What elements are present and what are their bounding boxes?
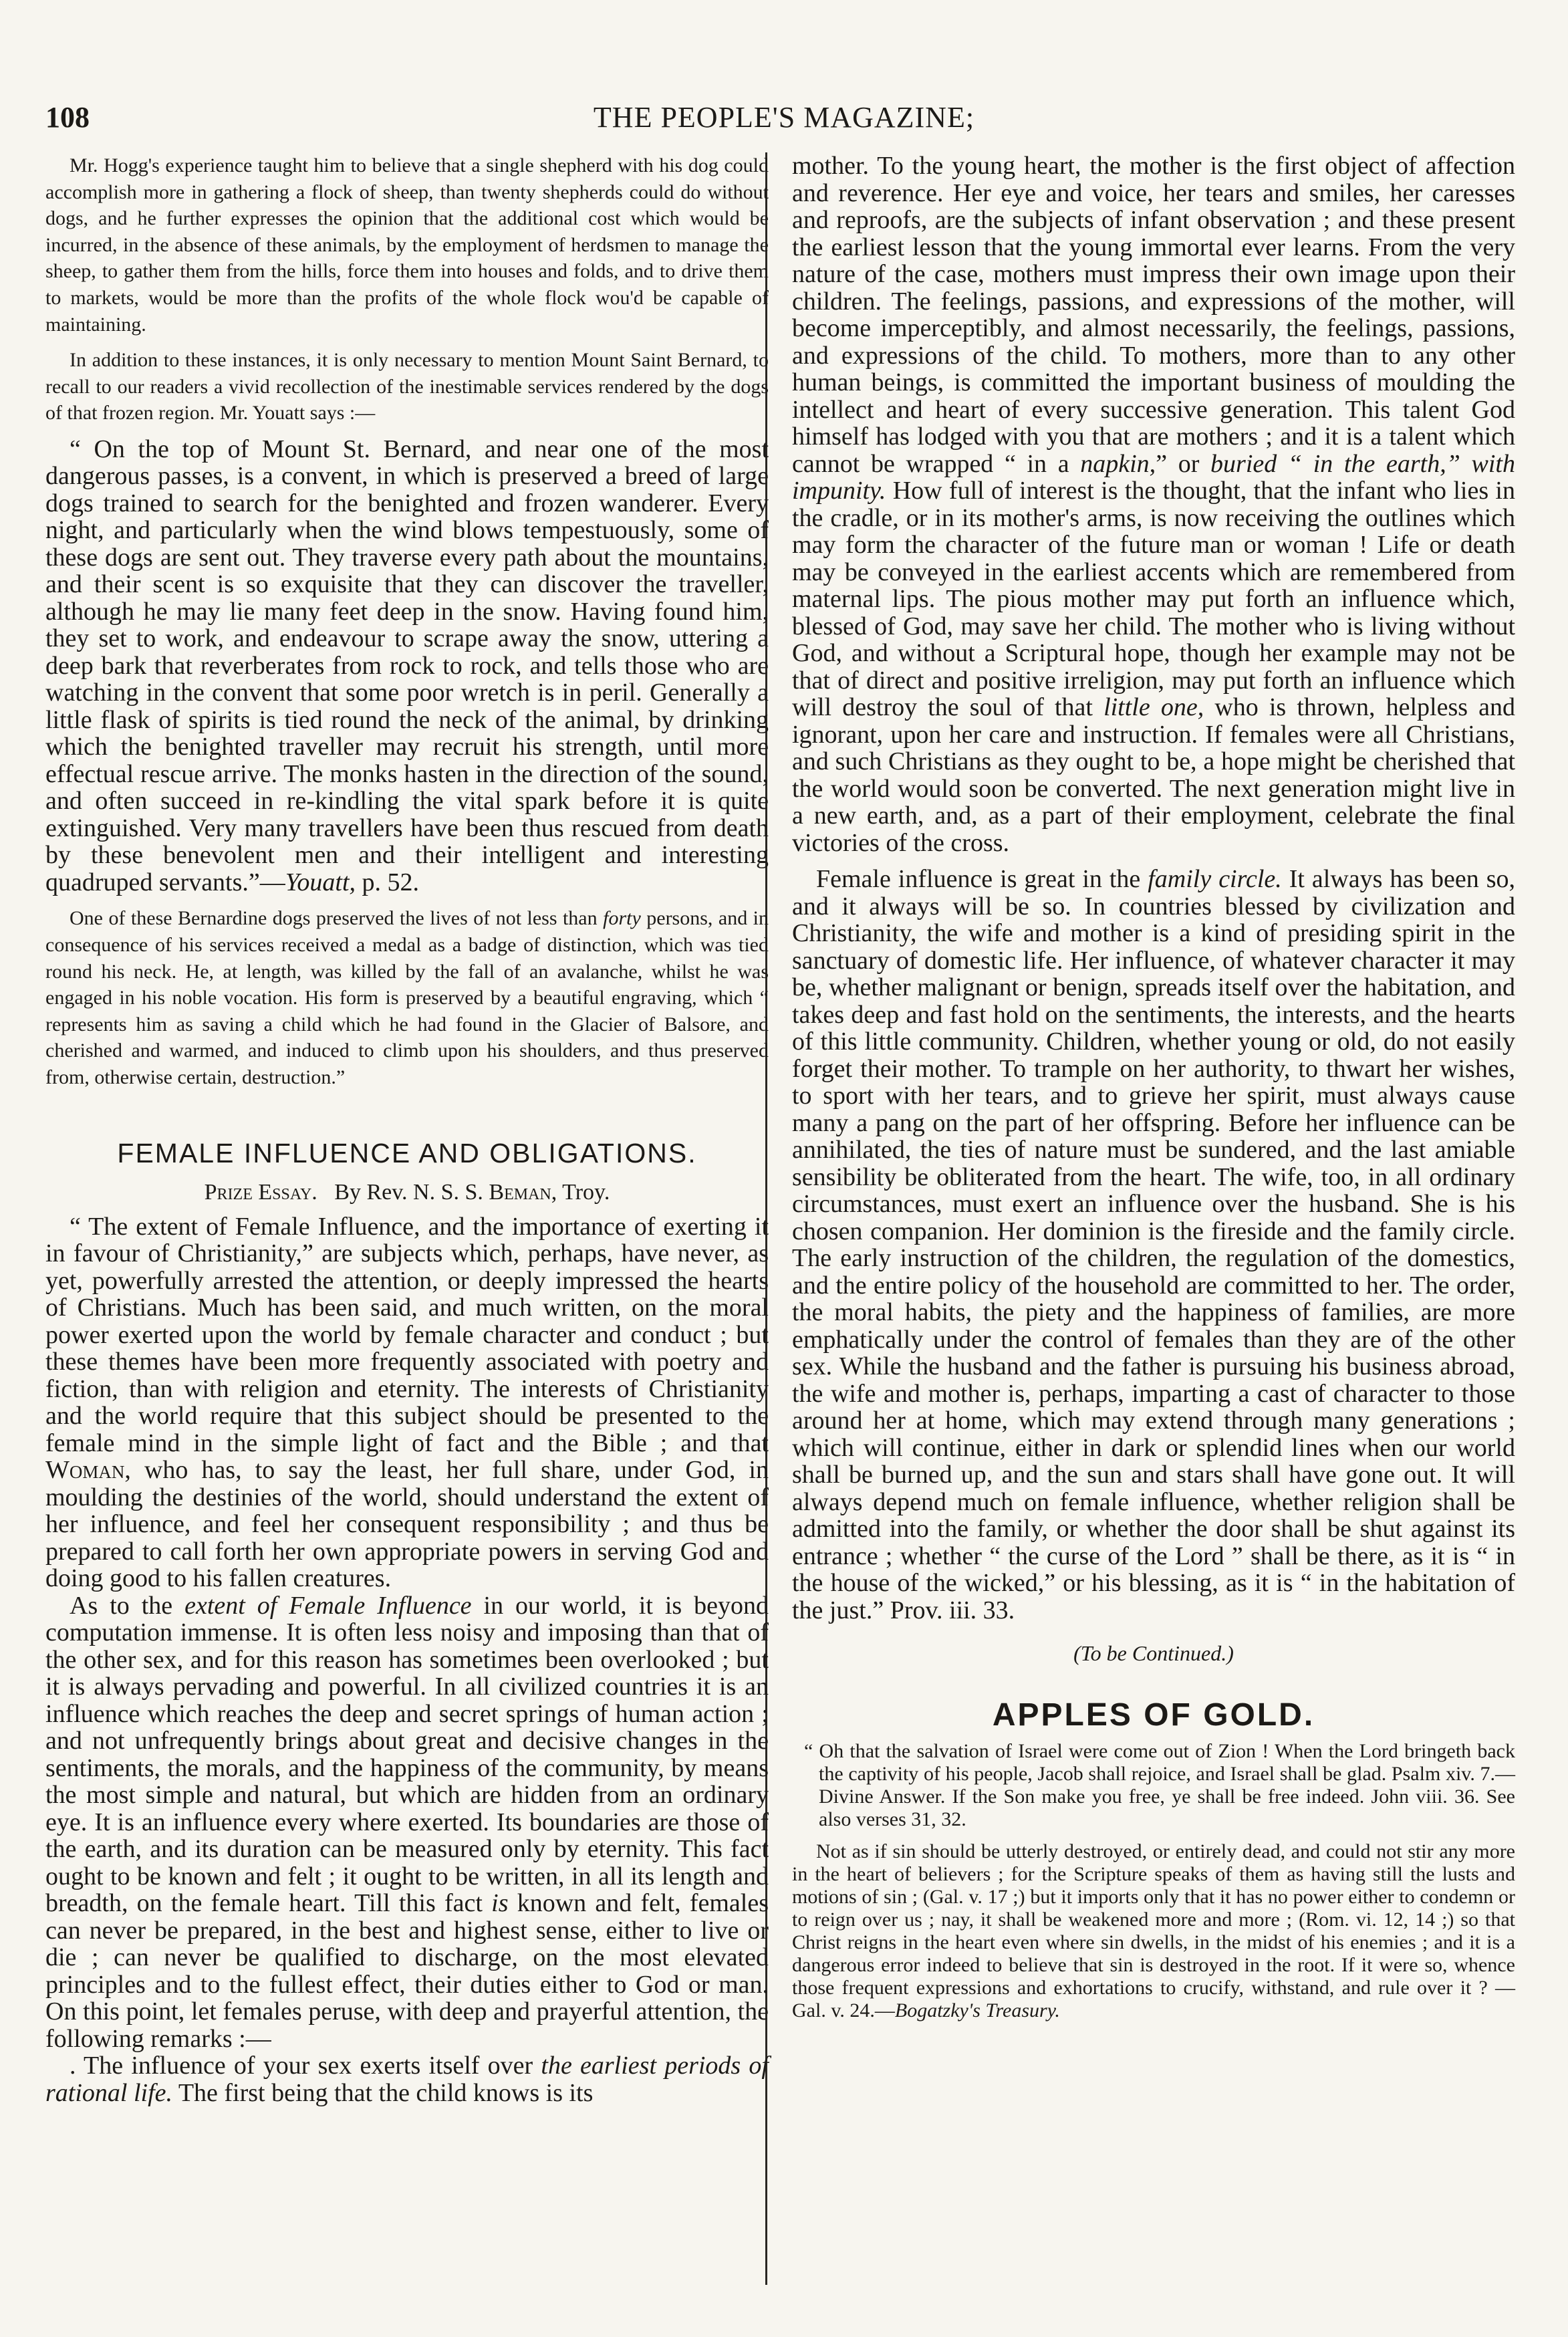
byline-author: Beman, (489, 1179, 557, 1205)
essay-p2-text-c: known and felt, females can never be prepared, in the best and highest sense, either to live or die ; can never be qualified to discharge, on the most elevated principles and to the fullest effect, their duties either to God or man. On this point, let females peruse, with deep and prayerful attention, the following remarks :— (45, 1889, 769, 2053)
essay-p4-text-c: How full of interest is the thought, that the infant who lies in the cradle, or in its mother's arms, is now receiving the outlines which may form the character of the future man or woman ! Life or death may be conveyed in the earliest accents which are remembered from maternal lips. The pious mother may put forth an influence which, blessed of God, may save her child. The mother who is living without God, and without a Scriptural hope, though her example may not be that of direct and positive irreligion, may put forth an influence which will destroy the soul of that (792, 477, 1515, 721)
essay-p2-emphasis: extent of Female Influence (184, 1591, 472, 1620)
byline-place: Troy. (557, 1179, 610, 1205)
essay-p4-buried: buried “ in the earth,” with impunity. (792, 449, 1515, 505)
bernardine-forty: forty (603, 907, 641, 930)
essay-p1-text: “ The extent of Female Influence, and the importance of exerting it in favour of Christianity,” are subjects which, perhaps, have never, as yet, powerfully arrested the attention, or deeply impressed the hearts of Christians. Much has been said, and much written, on the moral power exerted upon the world by female character and conduct ; but these themes have been more frequently associated with poetry and fiction, than with religion and eternity. The interests of Christianity and the world require that this subject should be presented to the female mind in the simple light of fact and the Bible ; and that (45, 1212, 769, 1457)
essay-paragraph-5 (792, 866, 1515, 1624)
bernardine-text-b: persons, and in consequence of his services received a medal as a badge of distinction, which was tied round his neck. He, at length, was killed by the fall of an avalanche, whilst he was engaged in his noble vocation. His form is preserved by a beautiful engraving, which “ represents him as saving a child which he had found in the Glacier of Balsore, and cherished and warmed, and induced to climb upon his shoulders, and thus preserved from, otherwise certain, destruction.” (45, 907, 769, 1088)
youatt-quote-text: “ On the top of Mount St. Bernard, and near one of the most dangerous passes, is a convent, in which is preserved a breed of large dogs trained to search for the benighted and frozen wanderer. Every night, and particularly when the wind blows tempestuously, some of these dogs are sent out. They traverse every path about the mountains, and their scent is so exquisite that they can discover the traveller, although he may lie many feet deep in the snow. Having found him, they set to work, and endeavour to scrape away the snow, uttering a deep bark that reverberates from rock to rock, and tells those who are watching in the convent that some poor wretch is in peril. Generally a little flask of spirits is tied round the neck of the animal, by drinking which the benighted traveller may recruit his strength, until more effectual rescue arrive. The monks hasten in the direction of the sound, and often succeed in re-kindling the vital spark before it is quite extinguished. Very many travellers have been thus rescued from death by these benevolent men and their intelligent and interesting quadruped servants.”— (45, 435, 769, 896)
essay-paragraph-2 (45, 1592, 769, 2053)
youatt-page: p. 52. (356, 868, 420, 896)
essay-p5-text-b: It always has been so, and it always will be so. In countries blessed by civilization and Christianity, the wife and mother is a kind of presiding spirit in the sanctuary of domestic life. Her influence, of whatever character it may be, whether malignant or benign, spreads itself over the habitation, and takes deep and fast hold on the sentiments, the interests, and the hearts of this little community. Children, whether young or old, do not easily forget their mother. To trample on her authority, to thwart her wishes, to sport with her tears, and to grieve her spirit, must always cause many a pang on the part of her offspring. Before her influence can be annihilated, the ties of nature must be sundered, and the last amiable sensibility be obliterated from the heart. The wife, too, in all ordinary circumstances, must exert an influence over the husband. She is his chosen companion. Her dominion is the fireside and the family circle. The early instruction of the children, the regulation of the domestics, and the entire policy of the household are committed to her. The order, the moral habits, the piety and the happiness of families, are more emphatically under the control of females than they are of the other sex. While the husband and the father is pursuing his business abroad, the wife and mother is, perhaps, imparting a cast of character to those around her at home, which may extend through many generations ; which will continue, either in dark or splendid lines when our world shall be burned up, and the sun and stars shall have gone out. It will always depend much on female influence, whether religion shall be admitted into the family, or whether the door shall be shut against its entrance ; whether “ the curse of the Lord ” shall be there, as it is “ in the house of the wicked,” or his blessing, as it is “ in the habitation of the just.” Prov. iii. 33. (792, 865, 1515, 1624)
youatt-citation: Youatt, (285, 868, 356, 896)
page-header (45, 100, 1523, 147)
essay-woman: Woman, (45, 1456, 131, 1485)
byline-by: By Rev. N. S. S. (334, 1179, 483, 1205)
essay-p1-text-b: who has, to say the least, her full share, under God, in moulding the destinies of the world, should understand the extent of her influence, and feel her consequent responsibility ; and thus be prepared to call forth her own appropriate powers in serving God and doing good to his fallen creatures. (45, 1456, 769, 1593)
essay-p3-text-b: The first being that the child knows is its (172, 2078, 594, 2107)
essay-p4-text-a: mother. To the young heart, the mother is the first object of affection and reverence. Her eye and voice, her tears and smiles, her caresses and reproofs, are the subjects of infant observation ; and these present the earliest lesson that the young immortal ever learns. From the very nature of the case, mothers must impress their own image upon their children. The feelings, passions, and expressions of the mother, will become imperceptibly, and almost necessarily, the feelings, passions, and expressions of the child. To mothers, more than to any other human beings, is committed the important business of moulding the intellect and heart of every successive generation. This talent God himself has lodged with you that are mothers ; and it is a talent which cannot be wrapped “ in a (792, 152, 1515, 478)
running-title: THE PEOPLE'S MAGAZINE; (593, 101, 975, 134)
essay-p3-emphasis: the earliest periods of rational life. (45, 2052, 769, 2107)
essay-p4-napkin: napkin, (1080, 449, 1156, 478)
essay-paragraph-4 (792, 152, 1515, 856)
apples-paragraph (792, 1840, 1515, 2022)
right-column (792, 152, 1515, 2022)
essay-p4-text-d: who is thrown, helpless and ignorant, upon her care and instruction. If females were all Christians, and such Christians as they ought to be, a hope might be cherished that the world would soon be converted. The next generation might live in a new earth, and, as a part of their employment, celebrate the final victories of the cross. (792, 693, 1515, 857)
st-bernard-intro: In addition to these instances, it is only necessary to mention Mount Saint Bernard, to recall to our readers a vivid recollection of the inestimable services rendered by the dogs of that frozen region. Mr. Youatt says :— (45, 349, 769, 424)
essay-p4-text-b: ” or (1156, 449, 1211, 478)
apples-citation: Bogatzky's Treasury. (894, 1999, 1060, 2021)
essay-p2-text-a: As to the (70, 1591, 185, 1620)
essay-p2-is: is (491, 1889, 509, 1918)
section-title-apples-of-gold: APPLES OF GOLD. (992, 1697, 1315, 1733)
essay-paragraph-3 (45, 2052, 769, 2106)
page-number: 108 (45, 101, 90, 134)
essay-p5-text-a: Female influence is great in the (816, 865, 1148, 893)
to-be-continued: (To be Continued.) (1073, 1641, 1234, 1665)
hogg-paragraph: Mr. Hogg's experience taught him to believe that a single shepherd with his dog could accomplish more in gathering a flock of sheep, than twenty shepherds could do without dogs, and he further expresses the opinion that the additional cost which would be incurred, in the absence of these animals, by the employment of herdsmen to manage the sheep, to gather them from the hills, force them into houses and folds, and to drive them to markets, would be more than the profits of the whole flock wou'd be capable of maintaining. (45, 154, 769, 336)
essay-p4-little-one: little one, (1103, 693, 1204, 721)
essay-p2-text-b: in our world, it is beyond computation immense. It is often less noisy and imposing than that of the other sex, and for this reason has sometimes been overlooked ; but it is always pervading and powerful. In all civilized countries it is an influence which reaches the deep and secret springs of human action ; and not unfrequently brings about great and decisive changes in the sentiments, the morals, and the happiness of the community, by means the most simple and natural, but which are hidden from an ordinary eye. It is an influence every where exerted. Its boundaries are those of the earth, and its duration can be measured only by eternity. This fact ought to be known and felt ; it ought to be written, in all its length and breadth, on the female heart. Till this fact (45, 1591, 769, 1918)
left-column (45, 152, 769, 2106)
apples-paragraph-text: Not as if sin should be utterly destroyed, or entirely dead, and could not stir any more in the heart of believers ; for the Scripture speaks of them as having still the lusts and motions of sin ; (Gal. v. 17 ;) but it imports only that it has no power either to condemn or to reign over us ; nay, it shall be weakened more and more ; (Rom. vi. 12, 14 ;) so that Christ reigns in the heart even where sin dwells, in the midst of his enemies ; and it is a dangerous error indeed to believe that sin is destroyed in the root. If it were so, whence those frequent expressions and exhortations to crucify, withstand, and rule over it ? —Gal. v. 24.— (792, 1840, 1515, 2021)
essay-paragraph-1 (45, 1213, 769, 1592)
section-title-female-influence: FEMALE INFLUENCE AND OBLIGATIONS. (117, 1137, 697, 1168)
bernardine-dog-paragraph (45, 905, 769, 1090)
bernardine-text-a: One of these Bernardine dogs preserved the lives of not less than (70, 907, 604, 930)
apples-quote: “ Oh that the salvation of Israel were come out of Zion ! When the Lord bringeth back the captivity of his people, Jacob shall rejoice, and Israel shall be glad. Psalm xiv. 7.—Divine Answer. If the Son make you free, ye shall be free indeed. John viii. 36. See also verses 31, 32. (804, 1740, 1515, 1830)
youatt-quote (45, 436, 769, 896)
essay-byline (45, 1180, 769, 1205)
essay-p3-text-a: . The influence of your sex exerts itself over (70, 2052, 541, 2080)
essay-p5-family-circle: family circle. (1148, 865, 1282, 893)
byline-prize: Prize Essay. (204, 1179, 317, 1205)
